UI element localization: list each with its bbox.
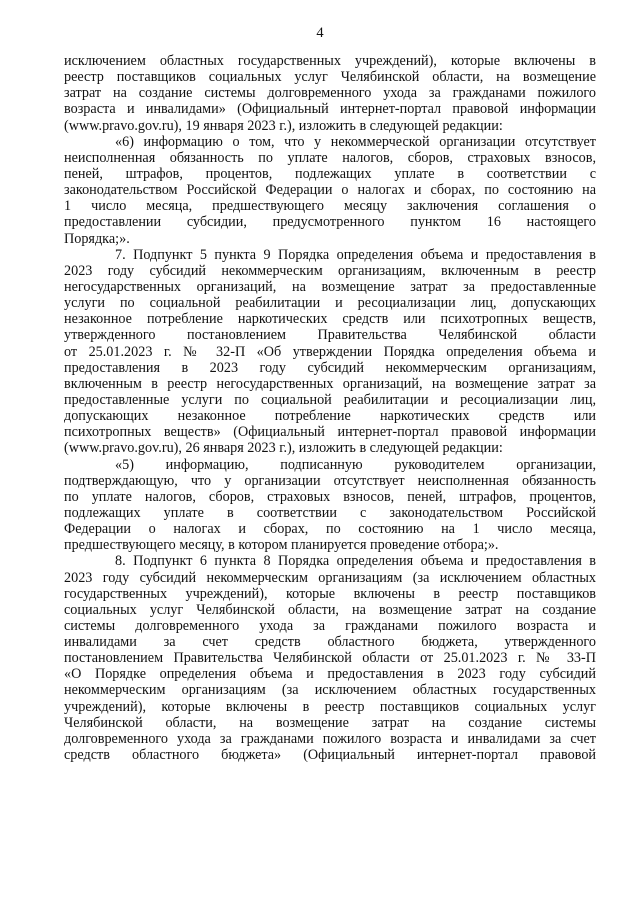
text-line: средств областного бюджета» (Официальный интернет-портал правовой <box>64 747 596 764</box>
text-line: учреждений), которые включены в реестр поставщиков социальных услуг <box>64 698 596 715</box>
text-line: долговременного ухода за гражданами пожилого возраста и инвалидами за счет <box>64 730 596 747</box>
text-line: 2023 году субсидий некоммерческим организациям, включенным в реестр <box>64 262 596 279</box>
text-line: реестр поставщиков социальных услуг Челябинской области, на возмещение <box>64 69 596 86</box>
text-line: включенным в реестр негосударственных организаций, на возмещение затрат за <box>64 375 596 392</box>
text-line: подлежащих уплате в соответствии с законодательством Российской <box>64 504 596 521</box>
text-line: предоставлении субсидии, предусмотренного пунктом 16 настоящего <box>64 214 596 231</box>
text-line: Челябинской области, на возмещение затрат на создание системы <box>64 714 596 731</box>
text-line: возраста и инвалидами» (Официальный интернет-портал правовой информации <box>64 101 596 118</box>
text-line: затрат на создание системы долговременного ухода за гражданами пожилого <box>64 85 596 102</box>
text-line: постановлением Правительства Челябинской области от 25.01.2023 г. № 33-П <box>64 650 596 667</box>
text-line: предоставленные услуги по социальной реабилитации и ресоциализации лиц, <box>64 391 596 408</box>
text-line: по уплате налогов, сборов, страховых взносов, пеней, штрафов, процентов, <box>64 488 596 505</box>
text-line: государственных учреждений), которые включены в реестр поставщиков <box>64 585 596 602</box>
text-line: 1 число месяца, предшествующего месяцу заключения соглашения о <box>64 198 596 215</box>
text-line: некоммерческим организациям (за исключением областных государственных <box>64 682 596 699</box>
text-line: Федерации о налогах и сборах, по состоянию на 1 число месяца, <box>64 521 596 538</box>
text-line: «О Порядке определения объема и предоставления в 2023 году субсидий <box>64 666 596 683</box>
text-line: (www.pravo.gov.ru), 19 января 2023 г.), изложить в следующей редакции: <box>64 117 503 134</box>
text-line: «5) информацию, подписанную руководителем организации, <box>115 456 596 473</box>
text-line: услуги по социальной реабилитации и ресоциализации лиц, допускающих <box>64 295 596 312</box>
text-line: Порядка;». <box>64 230 130 247</box>
text-line: «6) информацию о том, что у некоммерческой организации отсутствует <box>115 133 596 150</box>
text-line: негосударственных организаций, на возмещение затрат за предоставленные <box>64 278 596 295</box>
text-line: пеней, штрафов, процентов, подлежащих уплате в соответствии с <box>64 165 596 182</box>
text-line: 2023 году субсидий некоммерческим организациям (за исключением областных <box>64 569 596 586</box>
document-body <box>64 53 596 763</box>
text-line: исключением областных государственных учреждений), которые включены в <box>64 53 596 69</box>
text-line: предшествующего месяцу, в котором планируется проведение отбора;». <box>64 537 499 554</box>
text-line: системы долговременного ухода за гражданами пожилого возраста и <box>64 617 596 634</box>
text-line: законодательством Российской Федерации о налогах и сборах, по состоянию на <box>64 182 596 199</box>
text-line: незаконное потребление наркотических средств или психотропных веществ, <box>64 311 596 328</box>
text-line: социальных услуг Челябинской области, на возмещение затрат на создание <box>64 601 596 618</box>
text-line: 7. Подпункт 5 пункта 9 Порядка определения объема и предоставления в <box>115 246 596 263</box>
text-line: подтверждающую, что у организации отсутствует неисполненная обязанность <box>64 472 596 489</box>
text-line: неисполненная обязанность по уплате налогов, сборов, страховых взносов, <box>64 149 596 166</box>
text-line: (www.pravo.gov.ru), 26 января 2023 г.), изложить в следующей редакции: <box>64 440 503 457</box>
text-line: 8. Подпункт 6 пункта 8 Порядка определения объема и предоставления в <box>115 553 596 570</box>
text-line: инвалидами за счет средств областного бюджета, утвержденного <box>64 634 596 651</box>
text-line: предоставления в 2023 году субсидий некоммерческим организациям, <box>64 359 596 376</box>
text-line: допускающих незаконное потребление наркотических средств или <box>64 408 596 425</box>
page-number: 4 <box>316 25 324 41</box>
text-line: от 25.01.2023 г. № 32-П «Об утверждении Порядка определения объема и <box>64 343 596 360</box>
text-line: психотропных веществ» (Официальный интернет-портал правовой информации <box>64 424 596 441</box>
text-line: утвержденного постановлением Правительства Челябинской области <box>64 327 596 344</box>
